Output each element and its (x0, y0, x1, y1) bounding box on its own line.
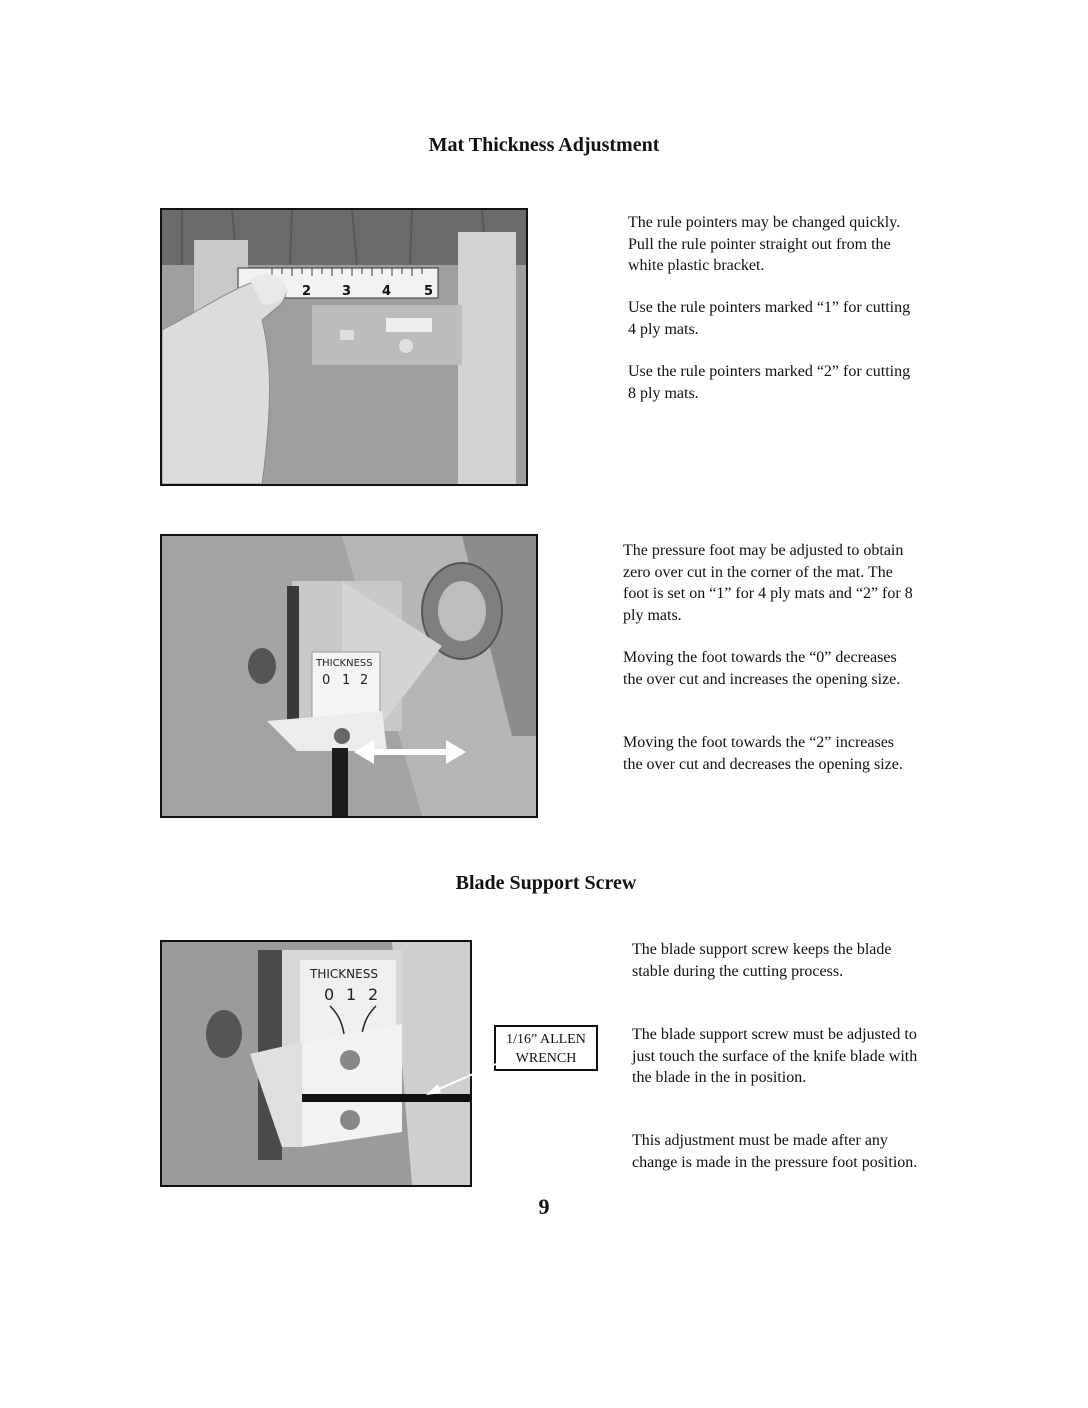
gauge-number-0: 0 (322, 673, 331, 688)
section-title-mat-thickness: Mat Thickness Adjustment (428, 134, 660, 156)
photo-rule-pointer (160, 208, 528, 486)
callout-allen-wrench (494, 1025, 598, 1071)
callout-line-2: WRENCH (515, 1051, 577, 1066)
gauge-number-1-2: 1 (346, 985, 357, 1004)
ruler-number-3: 3 (342, 284, 352, 299)
ruler-number-2: 2 (302, 284, 312, 299)
paragraph-blade-support-1: The blade support screw keeps the blade stable during the cutting process. (632, 941, 892, 980)
gauge-label-2: THICKNESS (310, 967, 378, 981)
paragraph-pressure-foot-2: Moving the foot towards the “0” decreases the over cut and increases the opening size. (623, 649, 901, 688)
paragraph-blade-support-3: This adjustment must be made after any change is made in the pressure foot position. (632, 1132, 918, 1171)
gauge-number-2: 2 (360, 673, 369, 688)
paragraph-rule-pointer-3: Use the rule pointers marked “2” for cutting 8 ply mats. (628, 363, 911, 402)
gauge-number-1: 1 (342, 673, 351, 688)
photo-pressure-foot (160, 534, 538, 818)
gauge-number-0-2: 0 (324, 985, 335, 1004)
section-title-blade-support: Blade Support Screw (455, 872, 637, 894)
gauge-number-2-2: 2 (368, 985, 379, 1004)
paragraph-blade-support-2: The blade support screw must be adjusted to just touch the surface of the knife blade with the blade in the in position. (632, 1026, 918, 1086)
callout-arrow (420, 1060, 500, 1100)
ruler-number-5: 5 (424, 284, 434, 299)
paragraph-rule-pointer-1: The rule pointers may be changed quickly. Pull the rule pointer straight out from the white plastic bracket. (628, 214, 901, 274)
ruler-number-4: 4 (382, 284, 392, 299)
callout-line-1: 1/16” ALLEN (506, 1032, 586, 1047)
paragraph-pressure-foot-3: Moving the foot towards the “2” increases the over cut and decreases the opening size. (623, 734, 903, 773)
paragraph-pressure-foot-1: The pressure foot may be adjusted to obtain zero over cut in the corner of the mat. The foot is set on “1” for 4 ply mats and “2” for 8 ply mats. (623, 542, 913, 624)
gauge-label: THICKNESS (316, 658, 373, 669)
page-number: 9 (538, 1194, 550, 1219)
paragraph-rule-pointer-2: Use the rule pointers marked “1” for cutting 4 ply mats. (628, 299, 911, 338)
